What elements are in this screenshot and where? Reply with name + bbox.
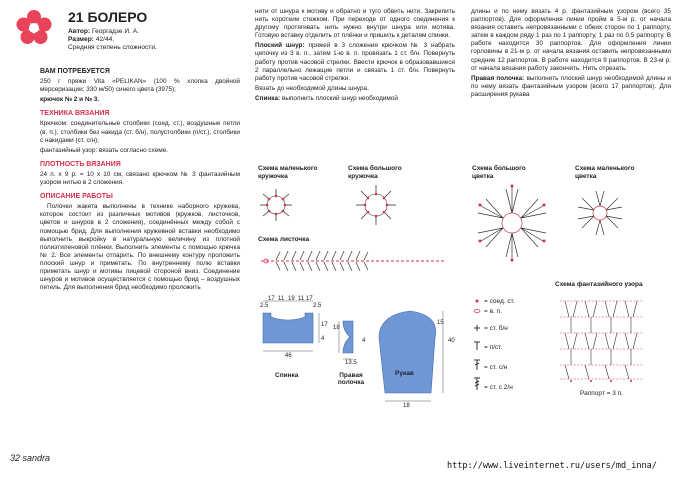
small-flower-diagram xyxy=(578,191,622,235)
technique-title: ТЕХНИКА ВЯЗАНИЯ xyxy=(40,110,110,118)
small-circle-title: Схема маленького кружочка xyxy=(258,165,318,180)
meta-block xyxy=(68,28,238,53)
small-flower-title: Схема маленького цветка xyxy=(575,165,635,180)
dim-back-top-2: 11 xyxy=(278,296,285,302)
dim-back-top-1: 17 xyxy=(268,296,275,302)
need-title: ВАМ ПОТРЕБУЕТСЯ xyxy=(40,68,110,75)
technique-text-2: фантазийный узор: вязать согласно схеме. xyxy=(40,146,169,154)
dim-back-side-1: 4 xyxy=(321,336,325,342)
front-label: Правая полочка: xyxy=(471,74,525,82)
dim-back-top-4: 11 xyxy=(298,296,305,302)
dim-sleeve-side-0: 15 xyxy=(437,320,444,326)
rapport-label: Раппорт = 3 п. xyxy=(580,390,623,397)
need-text: 250 г пряжи Vita «PELIKAN» (100 % хлопка двойной мерсеризации; 330 м/50) синего цвета (3975); xyxy=(40,78,240,94)
leaf-diagram xyxy=(256,246,456,276)
dim-front-width: 13.5 xyxy=(345,360,357,366)
legend-item-4: = ст. с/н xyxy=(484,364,508,371)
right-front-piece-label: Правая полочка xyxy=(337,372,365,386)
flower-diagrams xyxy=(470,183,670,268)
big-circle-diagram xyxy=(356,185,396,225)
small-circle-diagram xyxy=(260,189,292,221)
leaf-title: Схема листочка xyxy=(258,236,310,243)
col2-text1: нити от шнура к мотиву и обратно и туго обвить нити. Закрепить нить коротким стежком. При переходе от одного соединения к другому протягивать нить нужно внутри шнура или мотива. Готовую вставку отделить от плёнки и пришить к деталям спинки. xyxy=(255,8,455,40)
back-text: выполнить плоский шнур необходимой xyxy=(281,94,398,102)
big-flower-title: Схема большого цветка xyxy=(472,165,526,180)
dim-sleeve-width: 18 xyxy=(403,403,410,409)
fancy-pattern-diagram xyxy=(555,291,655,386)
fancy-pattern-title: Схема фантазийного узора xyxy=(555,281,643,288)
page-title: 21 БОЛЕРО xyxy=(68,9,148,25)
size-label: Размер: xyxy=(68,36,94,44)
circle-diagrams xyxy=(256,183,456,228)
dim-back-width: 46 xyxy=(285,353,292,359)
dim-front-side-1: 4 xyxy=(362,338,366,344)
need-hook: крючок № 2 и № 3. xyxy=(40,96,100,104)
legend-item-1: = в. п. xyxy=(484,308,502,315)
density-title: ПЛОТНОСТЬ ВЯЗАНИЯ xyxy=(40,160,121,168)
size: 42/44. xyxy=(95,36,115,44)
cord-label: Плоский шнур: xyxy=(255,42,305,50)
back-piece-label: Спинка xyxy=(275,372,299,379)
density-text: 24 п. x 9 р. = 10 x 10 см, связано крючком № 3 фантазийным узором нитью в 2 сложения. xyxy=(40,170,240,187)
legend-item-0: = соед. ст. xyxy=(484,298,515,305)
dim-front-side-0: 18 xyxy=(333,325,340,331)
page-footer: 32 sandra xyxy=(10,453,51,463)
col3-text1: длины и по нему вязать 4 р. фантазийным узором (всего 35 раппортов). Для оформления линии пройм в 5-м р. от начала вязания оставить непровязанными с обеих сторон по 1 раппорту, затем в каждом ряду 1 раз по 1 раппорту, 1 раз по 0,5 раппорту. В работе находится 30 раппортов. Для оформления линии горловины в 21-м р. от начала вязания оставить непровязанными средние 12 раппортов. В работе находится 9 раппортов. В 23-м р. от начала вязания работу закончить. Нить отрезать. xyxy=(471,8,671,72)
technique-text: Крючком: соединительные столбики (соед. ст.), воздушные петли (в. п.), столбики без накида (ст. б/н), полустолбики (п/ст.), столбики с накидами (ст. с/н); xyxy=(40,120,240,144)
column-1 xyxy=(40,62,240,294)
big-circle-title: Схема большого кружочка xyxy=(348,165,402,180)
author: Георгадзе И. А. xyxy=(91,28,139,35)
legend-symbols xyxy=(470,294,484,394)
column-2 xyxy=(255,8,455,105)
work-text: Полочки жакета выполнены в технике наборного кружева, которое состоит из различных мотивов (кружков, листочков, цветов и шнуров в 2 сложения), соединённых между собой с помощью брид. Для выполнения кружевной вставки необходимо выполнить выкройку в натуральную величину из плотной полиэтиленовой плёнки. Выполнить элементы с помощью крючка № 2. Все элементы отпарить. По внешнему контуру проложить плоский шнур и приметать. По внутреннему полю вставки приметать шнур и мотивы лицевой стороной вниз. Соединение шнуров и мотивов осуществляется с помощью брид – воздушных петель. Для выполнения брид необходимо проложить xyxy=(40,203,240,292)
back-piece xyxy=(263,301,322,351)
work-title: ОПИСАНИЕ РАБОТЫ xyxy=(40,193,113,201)
dim-back-side-0: 17 xyxy=(321,322,328,328)
right-front-piece xyxy=(339,321,353,359)
back-label: Спинка: xyxy=(255,94,281,102)
difficulty: Средняя степень сложности. xyxy=(68,44,157,52)
dim-back-top-6: 2.5 xyxy=(313,303,322,309)
cord-text: пряжей в 3 сложения крючком № 3 набрать цепочку из 3 в. п., затем 1-ю в. п. провязать 1 ст. б/н. Повернуть работу против часовой стрелки. Ввести крючок в образовавшиеся 2 параллельно лежащие петли и связать 1 ст. б/н. Повернуть работу против часовой стрелки. xyxy=(255,42,456,82)
author-label: Автор: xyxy=(68,28,91,35)
column-3 xyxy=(471,8,671,101)
sleeve-piece xyxy=(379,311,443,401)
legend-item-5: = ст. с 2/н xyxy=(484,384,513,391)
dim-back-top-3: 19 xyxy=(288,296,295,302)
big-flower-diagram xyxy=(478,185,546,262)
dim-back-top-5: 17 xyxy=(306,296,313,302)
legend-item-3: = п/ст. xyxy=(484,344,503,351)
front-text: выполнить плоский шнур необходимой длины и по нему вязать фантазийным узором (всего 17 раппортов). Для расширения рукава xyxy=(471,74,671,98)
dim-sleeve-side-1: 40 xyxy=(448,338,455,344)
flower-logo-icon xyxy=(14,8,54,48)
source-url[interactable]: http://www.liveinternet.ru/users/md_inna/ xyxy=(447,461,657,471)
legend-item-2: = ст. б/н xyxy=(484,325,508,332)
cord-text-2: Вязать до необходимой длины шнура. xyxy=(255,84,369,92)
dim-back-top-0: 2.5 xyxy=(260,303,269,309)
sleeve-piece-label: Рукав xyxy=(395,370,414,377)
